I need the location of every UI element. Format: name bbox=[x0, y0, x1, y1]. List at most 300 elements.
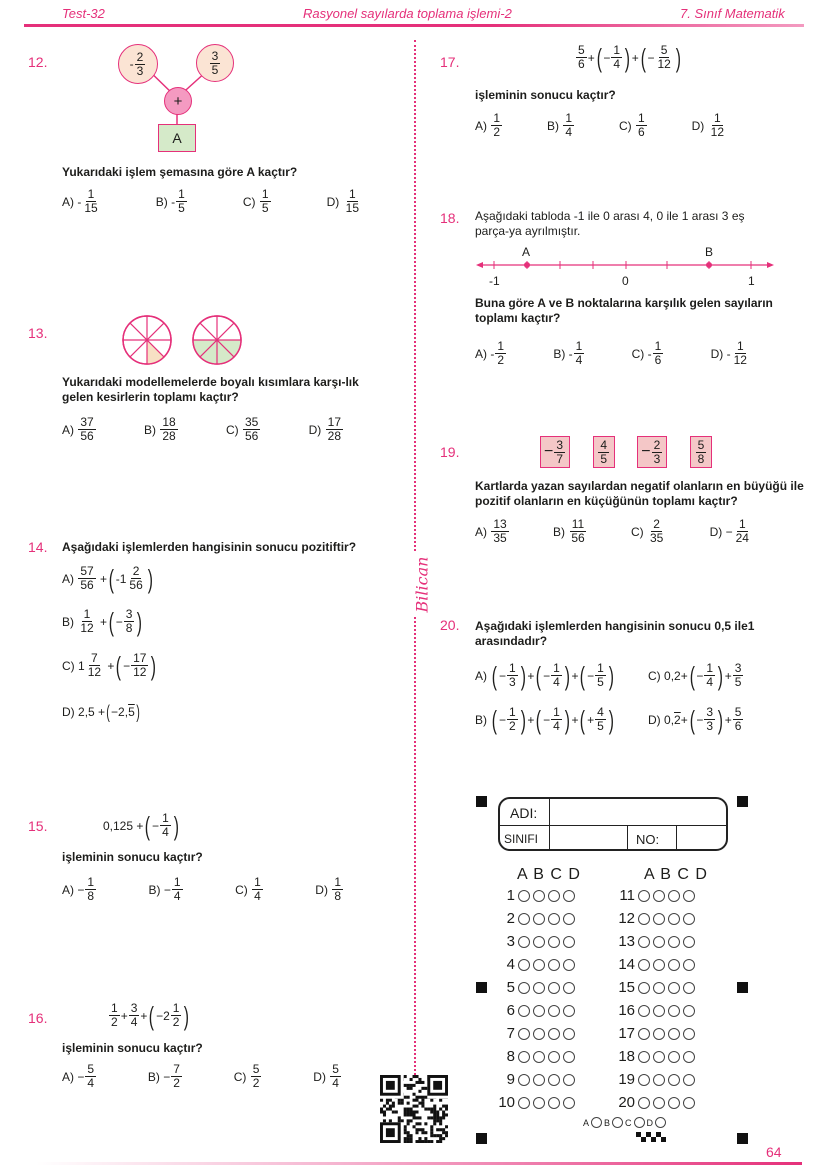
option-a[interactable] bbox=[62, 416, 97, 443]
question-number: 18 bbox=[618, 1048, 635, 1065]
answer-row bbox=[617, 999, 698, 1022]
answer-row bbox=[617, 953, 698, 976]
answer-bubble[interactable] bbox=[533, 1005, 545, 1017]
option-d[interactable] bbox=[711, 340, 750, 367]
option-d[interactable] bbox=[327, 188, 362, 215]
answer-row bbox=[617, 884, 698, 907]
answer-bubble[interactable] bbox=[683, 890, 695, 902]
answer-row bbox=[497, 930, 578, 953]
answer-bubble[interactable] bbox=[518, 982, 530, 994]
option-d[interactable] bbox=[313, 1063, 342, 1090]
option-b[interactable] bbox=[553, 340, 585, 367]
numerator: 13 bbox=[493, 517, 507, 531]
option-label: D) bbox=[308, 422, 322, 437]
answer-bubble[interactable] bbox=[548, 1074, 560, 1086]
numerator: 37 bbox=[80, 415, 94, 429]
denominator: 5 bbox=[211, 62, 219, 77]
fraction bbox=[554, 439, 565, 466]
numerator: 3 bbox=[556, 437, 564, 452]
option-label: C) bbox=[618, 118, 632, 133]
answer-bubble[interactable] bbox=[548, 1097, 560, 1109]
input-circle-left bbox=[118, 44, 158, 84]
denominator: 5 bbox=[261, 201, 269, 215]
fraction bbox=[636, 112, 647, 139]
answer-row bbox=[497, 907, 578, 930]
option-b[interactable]: B) $\frac{1}{12}$ + ( − $\frac{3}{8}$ ) bbox=[62, 606, 143, 637]
answer-bubble[interactable] bbox=[563, 982, 575, 994]
fraction bbox=[491, 112, 502, 139]
answer-bubble[interactable] bbox=[563, 890, 575, 902]
numerator: 5 bbox=[252, 1062, 260, 1076]
denominator: 7 bbox=[556, 451, 564, 466]
answer-bubble[interactable] bbox=[563, 1051, 575, 1063]
option-c[interactable] bbox=[619, 112, 648, 139]
denominator: 24 bbox=[735, 531, 749, 545]
answer-options bbox=[475, 340, 750, 367]
numerator: 1 bbox=[87, 187, 95, 201]
answer-bubble[interactable] bbox=[668, 1005, 680, 1017]
numerator: 1 bbox=[83, 607, 91, 621]
question-number: 5 bbox=[506, 979, 515, 996]
option-label: A) bbox=[62, 422, 74, 437]
fraction bbox=[732, 340, 749, 367]
alignment-mark bbox=[737, 796, 748, 807]
decimal: 0, bbox=[664, 712, 675, 727]
question-number: 13. bbox=[28, 325, 48, 341]
denominator: 6 bbox=[637, 125, 645, 139]
answer-options bbox=[62, 188, 362, 215]
decimal: 0,125 + bbox=[103, 818, 144, 833]
denominator: 2 bbox=[497, 353, 505, 367]
option-label: B) bbox=[147, 1069, 160, 1084]
answer-options bbox=[62, 1063, 342, 1090]
option-label: A) bbox=[475, 118, 487, 133]
answer-bubble[interactable] bbox=[533, 913, 545, 925]
answer-bubble[interactable] bbox=[653, 936, 665, 948]
sign: − bbox=[725, 524, 733, 539]
answer-bubble[interactable] bbox=[518, 1028, 530, 1040]
name-label: ADI: bbox=[510, 805, 538, 821]
answer-bubble[interactable] bbox=[653, 1005, 665, 1017]
answer-bubble[interactable] bbox=[638, 959, 650, 971]
option-label: A) bbox=[62, 571, 74, 586]
question-number: 10 bbox=[498, 1094, 515, 1111]
answer-bubble[interactable] bbox=[563, 936, 575, 948]
answer-bubble[interactable] bbox=[638, 1028, 650, 1040]
tick-label: 0 bbox=[622, 274, 629, 288]
answer-bubble[interactable] bbox=[638, 1005, 650, 1017]
answer-bubble[interactable] bbox=[683, 982, 695, 994]
input-circle-right bbox=[196, 44, 234, 82]
answer-bubble[interactable] bbox=[518, 936, 530, 948]
qr-code[interactable] bbox=[380, 1075, 448, 1143]
legend-bubble bbox=[634, 1117, 645, 1128]
option-label: A) bbox=[62, 882, 74, 897]
option-b[interactable] bbox=[547, 112, 575, 139]
answer-bubble[interactable] bbox=[653, 890, 665, 902]
fraction bbox=[251, 1063, 262, 1090]
class-label: SINIFI bbox=[504, 832, 539, 846]
numerator: 57 bbox=[80, 564, 94, 578]
answer-bubble[interactable] bbox=[638, 913, 650, 925]
number-card bbox=[637, 436, 667, 468]
answer-bubble[interactable] bbox=[638, 1051, 650, 1063]
option-label: B) bbox=[155, 194, 168, 209]
fraction-models bbox=[120, 314, 250, 368]
number-card bbox=[690, 436, 712, 468]
numerator: 1 bbox=[637, 111, 645, 125]
answer-bubble[interactable] bbox=[548, 982, 560, 994]
alignment-mark bbox=[476, 982, 487, 993]
question-number: 2 bbox=[506, 910, 515, 927]
option-c[interactable]: C) 0,2 + ( − 1 4 ) + 3 5 bbox=[648, 660, 742, 691]
option-label: D) bbox=[691, 118, 705, 133]
question-number: 20. bbox=[440, 617, 460, 633]
answer-bubble[interactable] bbox=[533, 1074, 545, 1086]
answer-bubble[interactable] bbox=[683, 1051, 695, 1063]
answer-bubble[interactable] bbox=[638, 982, 650, 994]
timing-marks bbox=[636, 1132, 666, 1144]
option-c[interactable] bbox=[243, 188, 272, 215]
denominator: 5 bbox=[600, 451, 607, 466]
fraction bbox=[652, 439, 663, 466]
answer-bubble[interactable] bbox=[668, 1097, 680, 1109]
point-b-label: B bbox=[705, 245, 714, 259]
answer-bubble[interactable] bbox=[518, 1051, 530, 1063]
answer-bubble[interactable] bbox=[683, 936, 695, 948]
question-number: 17 bbox=[618, 1025, 635, 1042]
option-a[interactable] bbox=[475, 518, 510, 545]
answer-row bbox=[617, 1091, 698, 1114]
sign: − bbox=[77, 882, 85, 897]
option-label: C) bbox=[242, 194, 256, 209]
alignment-mark bbox=[476, 1133, 487, 1144]
question-number: 19 bbox=[618, 1071, 635, 1088]
fraction bbox=[160, 416, 177, 443]
question-text: Yukarıdaki işlem şemasına göre A kaçtır? bbox=[62, 165, 298, 179]
numerator: 7 bbox=[173, 1062, 180, 1076]
numerator: 1 bbox=[654, 339, 662, 353]
sign: − bbox=[163, 882, 171, 897]
option-b[interactable] bbox=[149, 876, 184, 903]
answer-bubble[interactable] bbox=[533, 982, 545, 994]
whole-part: 1 bbox=[78, 658, 85, 673]
option-label: B) bbox=[552, 524, 565, 539]
answer-bubble[interactable] bbox=[563, 1028, 575, 1040]
tick-label: -1 bbox=[489, 274, 500, 288]
whole-part: −2 bbox=[156, 1008, 170, 1023]
expression: 0,125 + ( − $\frac{1}{4}$ ) bbox=[103, 810, 179, 841]
option-label: C) bbox=[233, 1069, 247, 1084]
answer-bubble[interactable] bbox=[548, 936, 560, 948]
question-number: 16. bbox=[28, 1010, 48, 1026]
fraction bbox=[569, 518, 586, 545]
answer-grid-left bbox=[497, 884, 578, 1114]
question-number: 15 bbox=[618, 979, 635, 996]
option-d[interactable] bbox=[309, 416, 344, 443]
plus-operator: + bbox=[164, 87, 192, 115]
answer-bubble[interactable] bbox=[638, 1097, 650, 1109]
answer-bubble[interactable] bbox=[548, 1028, 560, 1040]
numerator: 1 bbox=[493, 111, 501, 125]
option-d[interactable]: D) 2,5 + ( −2, 5 ) bbox=[62, 702, 140, 722]
answer-bubble[interactable] bbox=[518, 1097, 530, 1109]
answer-bubble[interactable] bbox=[548, 959, 560, 971]
option-a[interactable] bbox=[62, 1063, 97, 1090]
question-number: 19. bbox=[440, 444, 460, 460]
answer-bubble[interactable] bbox=[668, 982, 680, 994]
sign: − bbox=[163, 1069, 171, 1084]
option-label: D) bbox=[648, 712, 661, 727]
answer-bubble[interactable] bbox=[518, 890, 530, 902]
answer-bubble[interactable] bbox=[563, 1005, 575, 1017]
option-d[interactable] bbox=[710, 518, 752, 545]
question-number: 8 bbox=[506, 1048, 515, 1065]
sign: − bbox=[641, 443, 651, 460]
question-number: 1 bbox=[506, 887, 515, 904]
option-label: C) bbox=[648, 668, 661, 683]
option-c[interactable] bbox=[632, 340, 665, 367]
option-a[interactable] bbox=[475, 340, 507, 367]
denominator: 12 bbox=[733, 353, 747, 367]
repeating-digit: 5 bbox=[128, 705, 135, 719]
answer-bubble[interactable] bbox=[638, 1074, 650, 1086]
answer-row bbox=[497, 1068, 578, 1091]
answer-bubble[interactable] bbox=[683, 1074, 695, 1086]
fraction bbox=[653, 340, 664, 367]
sign: − bbox=[77, 1069, 85, 1084]
numerator: 17 bbox=[133, 651, 147, 665]
answer-options bbox=[62, 416, 344, 443]
answer-bubble[interactable] bbox=[668, 1028, 680, 1040]
answer-bubble[interactable] bbox=[518, 1074, 530, 1086]
option-a[interactable] bbox=[62, 876, 97, 903]
answer-bubble[interactable] bbox=[638, 936, 650, 948]
answer-bubble[interactable] bbox=[668, 913, 680, 925]
answer-bubble[interactable] bbox=[563, 1097, 575, 1109]
option-label: A) bbox=[475, 668, 487, 683]
answer-bubble[interactable] bbox=[638, 890, 650, 902]
page-topic: Rasyonel sayılarda toplama işlemi-2 bbox=[303, 6, 512, 21]
answer-bubble[interactable] bbox=[683, 1097, 695, 1109]
answer-bubble[interactable] bbox=[518, 913, 530, 925]
denominator: 56 bbox=[129, 578, 143, 592]
answer-bubble[interactable] bbox=[668, 959, 680, 971]
answer-bubble[interactable] bbox=[533, 1051, 545, 1063]
answer-bubble[interactable] bbox=[563, 1074, 575, 1086]
answer-bubble[interactable] bbox=[653, 1074, 665, 1086]
result-box: A bbox=[158, 124, 196, 152]
numerator: 1 bbox=[334, 875, 341, 889]
numerator: 4 bbox=[600, 437, 607, 452]
fraction bbox=[78, 416, 95, 443]
option-a[interactable]: A) $\frac{57}{56}$ + ( -1 $\frac{2}{56}$ ) bbox=[62, 563, 153, 594]
alignment-mark bbox=[476, 796, 487, 807]
option-b[interactable] bbox=[148, 1063, 183, 1090]
denominator: 56 bbox=[571, 531, 585, 545]
option-label: B) bbox=[553, 346, 566, 361]
denominator: 8 bbox=[87, 889, 95, 903]
question-number: 14. bbox=[28, 539, 48, 555]
denominator: 35 bbox=[649, 531, 664, 545]
fraction bbox=[172, 876, 183, 903]
option-c[interactable]: C) 1 $\frac{7}{12}$ + ( − $\frac{17}{12}$ ) bbox=[62, 650, 157, 681]
answer-bubble[interactable] bbox=[518, 1005, 530, 1017]
question-number: 17. bbox=[440, 54, 460, 70]
answer-bubble[interactable] bbox=[518, 959, 530, 971]
answer-bubble[interactable] bbox=[533, 1028, 545, 1040]
option-b[interactable]: B) ( − 1 2 ) + ( − 1 4 ) + ( + 4 5 ) bbox=[475, 704, 614, 735]
point-a-label: A bbox=[522, 245, 531, 259]
option-label: B) bbox=[62, 614, 74, 629]
answer-row bbox=[497, 999, 578, 1022]
option-label: B) bbox=[546, 118, 559, 133]
answer-bubble[interactable] bbox=[548, 890, 560, 902]
answer-bubble[interactable] bbox=[683, 1028, 695, 1040]
option-label: D) bbox=[315, 882, 328, 897]
question-number: 7 bbox=[506, 1025, 515, 1042]
numerator: 17 bbox=[327, 415, 341, 429]
fraction bbox=[326, 416, 343, 443]
answer-bubble[interactable] bbox=[548, 1051, 560, 1063]
numerator: 35 bbox=[244, 415, 259, 429]
question-number: 16 bbox=[618, 1002, 635, 1019]
answer-grid-right bbox=[617, 884, 698, 1114]
option-b[interactable] bbox=[144, 416, 179, 443]
option-label: A) bbox=[475, 346, 487, 361]
option-d[interactable] bbox=[692, 112, 727, 139]
student-info-box bbox=[498, 797, 728, 851]
grade-subject: 7. Sınıf Matematik bbox=[680, 6, 785, 21]
name-field[interactable] bbox=[551, 801, 723, 824]
option-b[interactable] bbox=[553, 518, 588, 545]
option-c[interactable] bbox=[235, 876, 264, 903]
answer-row bbox=[617, 976, 698, 999]
sign: - bbox=[490, 346, 495, 361]
numerator: 5 bbox=[87, 1062, 95, 1076]
fraction bbox=[574, 340, 585, 367]
option-c[interactable] bbox=[631, 518, 666, 545]
numerator: 11 bbox=[571, 517, 585, 531]
answer-row bbox=[497, 1091, 578, 1114]
option-a[interactable]: A) ( − 1 3 ) + ( − 1 4 ) + ( − 1 5 ) bbox=[475, 660, 614, 691]
answer-bubble[interactable] bbox=[653, 1028, 665, 1040]
answer-bubble[interactable] bbox=[548, 1005, 560, 1017]
answer-bubble[interactable] bbox=[668, 1051, 680, 1063]
answer-bubble[interactable] bbox=[668, 890, 680, 902]
fraction bbox=[491, 518, 508, 545]
option-a[interactable] bbox=[475, 112, 503, 139]
option-label: C) bbox=[225, 422, 239, 437]
denominator: 4 bbox=[162, 825, 169, 839]
answer-bubble[interactable] bbox=[563, 959, 575, 971]
number-field[interactable] bbox=[678, 828, 724, 851]
answer-bubble[interactable] bbox=[548, 913, 560, 925]
legend-letter: A bbox=[583, 1117, 590, 1128]
fraction bbox=[171, 1063, 182, 1090]
numerator: 2 bbox=[653, 437, 661, 452]
denominator: 8 bbox=[125, 621, 133, 635]
answer-bubble[interactable] bbox=[653, 913, 665, 925]
answer-bubble[interactable] bbox=[653, 1097, 665, 1109]
answer-row bbox=[617, 1068, 698, 1091]
option-a[interactable] bbox=[62, 188, 101, 215]
numerator: 1 bbox=[173, 875, 181, 889]
fraction bbox=[598, 439, 609, 466]
numerator: 2 bbox=[653, 517, 660, 531]
denominator: 28 bbox=[327, 429, 341, 443]
class-field[interactable] bbox=[551, 828, 625, 851]
option-d[interactable]: D) 0, 2 + ( − 3 3 ) + 5 6 bbox=[648, 704, 742, 735]
denominator: 2 bbox=[493, 125, 501, 139]
denominator: 8 bbox=[334, 889, 341, 903]
option-c[interactable] bbox=[226, 416, 261, 443]
fraction bbox=[252, 876, 263, 903]
question-text: Aşağıdaki işlemlerden hangisinin sonucu pozitiftir? bbox=[62, 540, 357, 554]
denominator: 4 bbox=[575, 353, 583, 367]
answer-bubble[interactable] bbox=[563, 913, 575, 925]
answer-bubble[interactable] bbox=[683, 1005, 695, 1017]
denominator: 15 bbox=[345, 201, 359, 215]
numerator: 1 bbox=[497, 339, 505, 353]
numerator: 1 bbox=[738, 517, 746, 531]
footer-rule bbox=[36, 1162, 802, 1165]
answer-bubble[interactable] bbox=[533, 936, 545, 948]
denominator: 4 bbox=[87, 1076, 95, 1090]
numerator: 1 bbox=[162, 811, 169, 825]
denominator: 56 bbox=[80, 429, 94, 443]
denominator: 12 bbox=[133, 665, 147, 679]
option-label: D) bbox=[326, 194, 340, 209]
decimal: 0,2 bbox=[664, 668, 681, 683]
fraction bbox=[85, 876, 96, 903]
denominator: 56 bbox=[244, 429, 259, 443]
option-label: D) bbox=[62, 705, 75, 719]
answer-columns-header: A B C D bbox=[644, 866, 708, 883]
answer-row bbox=[497, 976, 578, 999]
answer-bubble[interactable] bbox=[533, 959, 545, 971]
denominator: 28 bbox=[162, 429, 176, 443]
fraction bbox=[85, 1063, 96, 1090]
answer-bubble[interactable] bbox=[653, 1051, 665, 1063]
answer-bubble[interactable] bbox=[668, 1074, 680, 1086]
answer-bubble[interactable] bbox=[533, 1097, 545, 1109]
answer-row bbox=[617, 1022, 698, 1045]
number-cards bbox=[540, 436, 712, 468]
numerator: 1 bbox=[178, 187, 185, 201]
answer-bubble[interactable] bbox=[653, 982, 665, 994]
answer-options bbox=[62, 876, 344, 903]
option-b[interactable] bbox=[156, 188, 188, 215]
sign: - bbox=[77, 194, 82, 209]
numerator: 1 bbox=[254, 875, 261, 889]
question-number: 15. bbox=[28, 818, 48, 834]
answer-bubble[interactable] bbox=[683, 913, 695, 925]
sign: - bbox=[647, 346, 652, 361]
fraction bbox=[563, 112, 574, 139]
answer-bubble[interactable] bbox=[653, 959, 665, 971]
option-c[interactable] bbox=[234, 1063, 263, 1090]
numerator: 1 bbox=[565, 111, 573, 125]
denominator: 4 bbox=[173, 889, 181, 903]
tick-label: 1 bbox=[748, 274, 755, 288]
answer-bubble[interactable] bbox=[683, 959, 695, 971]
option-d[interactable] bbox=[315, 876, 344, 903]
answer-bubble[interactable] bbox=[668, 936, 680, 948]
answer-bubble[interactable] bbox=[533, 890, 545, 902]
denominator: 6 bbox=[654, 353, 662, 367]
denominator: 3 bbox=[653, 451, 661, 466]
